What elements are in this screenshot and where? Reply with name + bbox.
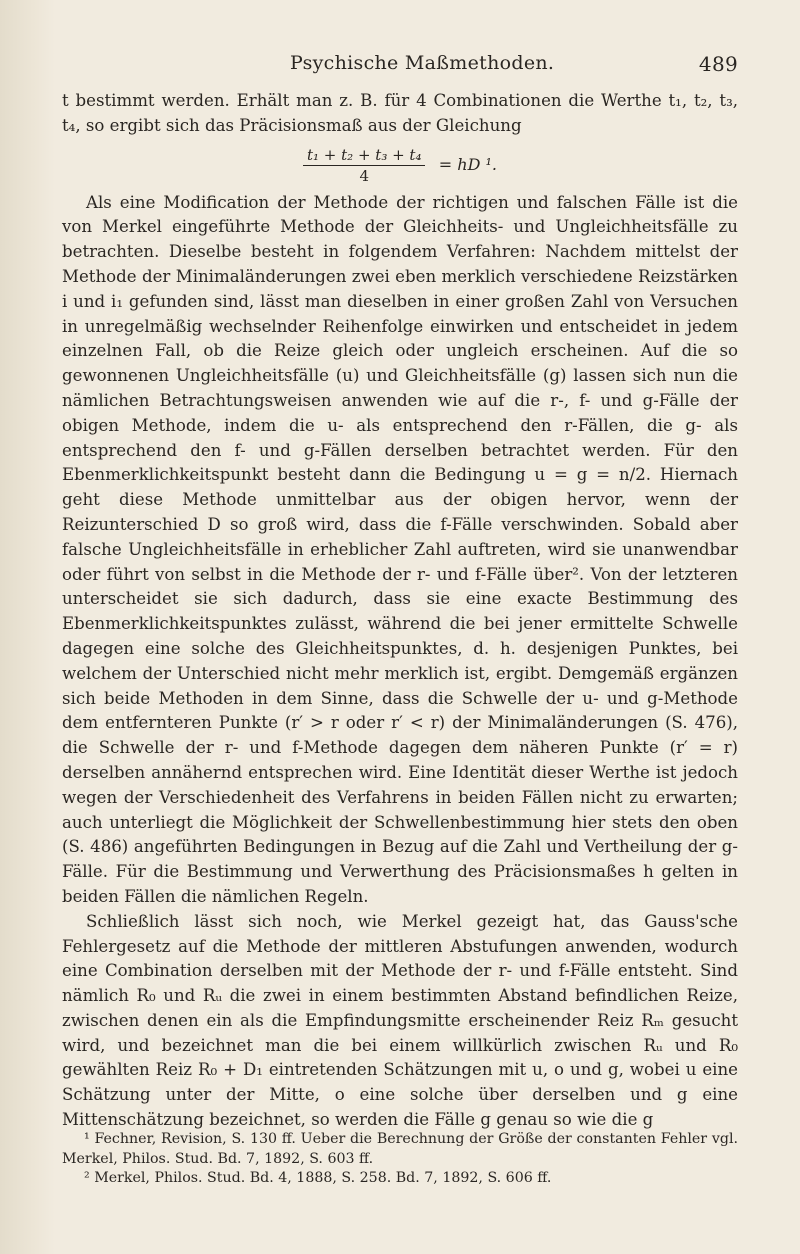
formula-rhs: = hD ¹. [438, 154, 497, 174]
paragraph-1: t bestimmt werden. Erhält man z. B. für 4 Combinationen die Werthe t₁, t₂, t₃, t₄, so ergibt sich das Präcisionsmaß aus der Gleichung [62, 91, 738, 135]
formula-denominator: 4 [359, 166, 370, 185]
footnote-1: ¹ Fechner, Revision, S. 130 ff. Ueber die Berechnung der Größe der constanten Fehler vgl. Merkel, Philos. Stud. Bd. 7, 1892, S. 603 ff. [62, 1131, 738, 1167]
page-number: 489 [698, 52, 738, 76]
paragraph-3: Schließlich lässt sich noch, wie Merkel gezeigt hat, das Gauss'sche Fehlergesetz auf die Methode der mittleren Abstufungen anwenden, wodurch eine Combination derselben mit der Methode der r- und f-Fälle entsteht. Sind nämlich R₀ und Rᵤ die zwei in einem bestimmten Abstand befindlichen Reize, zwischen denen ein als die Empfindungsmitte erscheinender Reiz Rₘ gesucht wird, und bezeichnet man die bei einem willkürlich zwischen Rᵤ und R₀ gewählten Reiz R₀ + D₁ eintretenden Schätzungen mit u, o und g, wobei u eine Schätzung unter der Mitte, o eine solche über derselben und g eine Mittenschätzung bezeichnet, so werden die Fälle g genau so wie die g [62, 911, 738, 1130]
footnotes [62, 1130, 738, 1189]
running-head: Psychische Maßmethoden. [290, 52, 555, 74]
body-text [62, 89, 738, 1133]
page-header [0, 52, 800, 86]
formula-precision [62, 145, 738, 187]
footnote-2: ² Merkel, Philos. Stud. Bd. 4, 1888, S. 258. Bd. 7, 1892, S. 606 ff. [84, 1170, 552, 1186]
paragraph-2: Als eine Modification der Methode der richtigen und falschen Fälle ist die von Merkel eingeführte Methode der Gleichheits- und Ungleichheitsfälle zu betrachten. Dieselbe besteht in folgendem Verfahren: Nachdem mittelst der Methode der Minimaländerungen zwei eben merklich verschiedene Reizstärken i und i₁ gefunden sind, lässt man dieselben in einer großen Zahl von Versuchen in unregelmäßig wechselnder Reihenfolge einwirken und entscheidet in jedem einzelnen Fall, ob die Reize gleich oder ungleich erscheinen. Auf die so gewonnenen Ungleichheitsfälle (u) und Gleichheitsfälle (g) lassen sich nun die nämlichen Betrachtungsweisen anwenden wie auf die r-, f- und g-Fälle der obigen Methode, indem die u- als entsprechend den r-Fällen, die g- als entsprechend den f- und g-Fällen derselben betrachtet werden. Für den Ebenmerklichkeitspunkt besteht dann die Bedingung u = g = n/2. Hiernach geht diese Methode unmittelbar aus der obigen hervor, wenn der Reizunterschied D so groß wird, dass die f-Fälle verschwinden. Sobald aber falsche Ungleichheitsfälle in erheblicher Zahl auftreten, wird sie unanwendbar oder führt von selbst in die Methode der r- und f-Fälle über². Von der letzteren unterscheidet sie sich dadurch, dass sie eine exacte Bestimmung des Ebenmerklichkeitspunktes zulässt, während die bei jener ermittelte Schwelle dagegen eine solche des Gleichheitspunktes, d. h. desjenigen Punktes, bei welchem der Unterschied nicht mehr merklich ist, ergibt. Demgemäß ergänzen sich beide Methoden in dem Sinne, dass die Schwelle der u- und g-Methode dem entfernteren Punkte (r′ > r oder r′ < r) der Minimaländerungen (S. 476), die Schwelle der r- und f-Methode dagegen dem näheren Punkte (r′ = r) derselben annähernd entsprechen wird. Eine Identität dieser Werthe ist jedoch wegen der Verschiedenheit des Verfahrens in beiden Fällen nicht zu erwarten; auch unterliegt die Möglichkeit der Schwellenbestimmung hier stets den oben (S. 486) angeführten Bedingungen in Bezug auf die Zahl und Vertheilung der g-Fälle. Für die Bestimmung und Verwerthung des Präcisionsmaßes h gelten in beiden Fällen die nämlichen Regeln. [62, 192, 738, 906]
formula-numerator: t₁ + t₂ + t₃ + t₄ [303, 145, 425, 166]
formula-fraction [303, 145, 425, 186]
page-gutter-shadow [0, 0, 55, 1254]
